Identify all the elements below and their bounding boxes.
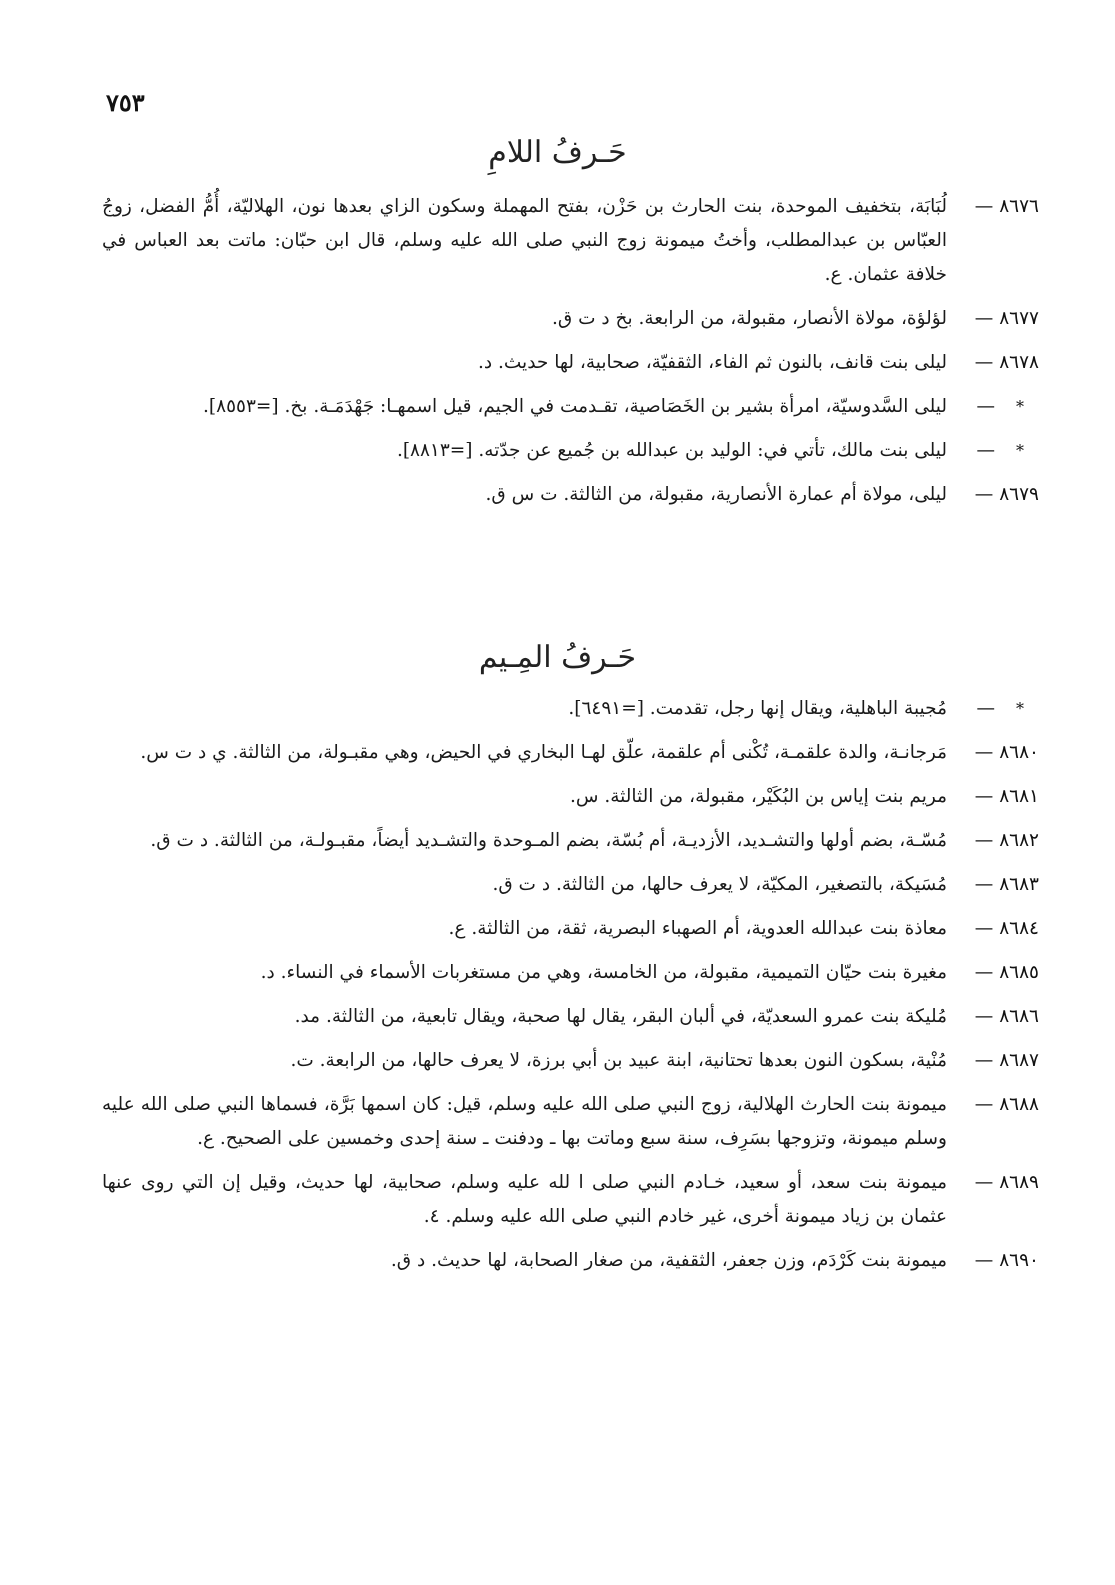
entry-row [102, 1044, 1039, 1078]
entry-number-value: ٨٦٨٨ [999, 1094, 1039, 1115]
entry-row [102, 868, 1039, 902]
entry-text: مغيرة بنت حيّان التميمية، مقبولة، من الخامسة، وهي من مستغربات الأسماء في النساء. د. [260, 962, 947, 983]
entry-text: مَرجانـة، والدة علقمـة، تُكْنى أم علقمة، علّق لهـا البخاري في الحيض، وهي مقبـولة، من الثالثة. ي د ت س. [140, 742, 947, 763]
entry-number-value: ٨٦٨١ [999, 786, 1039, 807]
entry-number [947, 780, 1039, 814]
entry-text: ميمونة بنت سعد، أو سعيد، خـادم النبي صلى ا لله عليه وسلم، صحابية، لها حديث، وقيل إن التي روى عنها عثمان بن زياد ميمونة أخرى، غير خادم النبي صلى الله عليه وسلم. ٤. [102, 1172, 947, 1227]
entry-row [102, 1166, 1039, 1234]
entry-number [947, 956, 1039, 990]
entry-number [947, 824, 1039, 858]
entry-number [947, 390, 1039, 424]
entries-mim [102, 692, 1039, 1288]
entry-dash: — [974, 1050, 994, 1071]
entry-dash: — [974, 1094, 994, 1115]
entry-number [947, 736, 1039, 770]
entry-number [947, 868, 1039, 902]
entry-number-value: ٨٦٨٤ [999, 918, 1039, 939]
entry-number [947, 1044, 1039, 1078]
entry-text: ليلى، مولاة أم عمارة الأنصارية، مقبولة، من الثالثة. ت س ق. [485, 484, 947, 505]
page-number: ٧٥٣ [106, 88, 145, 117]
entry-dash: — [974, 1172, 994, 1193]
entry-dash: — [976, 396, 995, 417]
entry-text: ليلى السَّدوسيّة، امرأة بشير بن الخَصَاصية، تقـدمت في الجيم، قيل اسمهـا: جَهْدَمَـة. بخ. [=٨٥٥٣]. [203, 396, 947, 417]
entry-text: ميمونة بنت الحارث الهلالية، زوج النبي صلى الله عليه وسلم، قيل: كان اسمها بَرَّة، فسماها النبي صلى الله عليه وسلم ميمونة، وتزوجها بسَرِف، سنة سبع وماتت بها ـ ودفنت ـ سنة إحدى وخمسين على الصحيح. ع. [102, 1094, 947, 1149]
entry-number [947, 1166, 1039, 1200]
entry-number-value: ٨٦٨٠ [999, 742, 1039, 763]
entry-dash: — [974, 786, 994, 807]
entry-number-value: ٨٦٨٩ [999, 1172, 1039, 1193]
entry-number [947, 1088, 1039, 1122]
entry-row [102, 736, 1039, 770]
entry-number-value: ٨٦٧٩ [999, 484, 1039, 505]
entry-text: معاذة بنت عبدالله العدوية، أم الصهباء البصرية، ثقة، من الثالثة. ع. [448, 918, 947, 939]
entry-number-value: ٨٦٨٥ [999, 962, 1039, 983]
entry-dash: — [974, 830, 994, 851]
entry-number [947, 302, 1039, 336]
entry-dash: — [974, 742, 994, 763]
entry-number-value: ٨٦٨٢ [999, 830, 1039, 851]
entry-number [947, 190, 1039, 224]
entry-number [947, 434, 1039, 468]
entry-dash: — [974, 1006, 994, 1027]
entry-row [102, 478, 1039, 512]
entry-number [947, 1000, 1039, 1034]
entry-dash: — [974, 874, 994, 895]
section-heading-mim: حَـرفُ المِـيم [478, 640, 637, 675]
entry-number [947, 478, 1039, 512]
entry-text: ليلى بنت مالك، تأتي في: الوليد بن عبدالله بن جُميع عن جدّته. [=٨٨١٣]. [396, 440, 947, 461]
entry-number-value: ٨٦٧٦ [999, 196, 1039, 217]
entry-number [947, 912, 1039, 946]
entry-text: لُبَابَة، بتخفيف الموحدة، بنت الحارث بن حَزْن، بفتح المهملة وسكون الزاي بعدها نون، الهلاليّة، أُمُّ الفضل، زوجُ العبّاس بن عبدالمطلب، وأختُ ميمونة زوج النبي صلى الله عليه وسلم، قال ابن حبّان: ماتت بعد العباس في خلافة عثمان. ع. [102, 196, 947, 285]
entry-number [947, 1244, 1039, 1278]
entry-number-value: * [1016, 699, 1024, 718]
entry-text: مُليكة بنت عمرو السعديّة، في ألبان البقر، يقال لها صحبة، ويقال تابعية، من الثالثة. مد. [294, 1006, 947, 1027]
entry-text: مُسّـة، بضم أولها والتشـديد، الأزديـة، أم بُسّة، بضم المـوحدة والتشـديد أيضاً، مقبـولـة، من الثالثة. د ت ق. [150, 830, 947, 851]
entry-row [102, 692, 1039, 726]
entry-row [102, 346, 1039, 380]
entry-number-value: ٨٦٧٧ [999, 308, 1039, 329]
entry-row [102, 956, 1039, 990]
entry-dash: — [976, 440, 995, 461]
entry-dash: — [974, 196, 994, 217]
entry-text: مُسَيكة، بالتصغير، المكيّة، لا يعرف حالها، من الثالثة. د ت ق. [492, 874, 947, 895]
entry-number-value: ٨٦٨٧ [999, 1050, 1039, 1071]
entry-text: مُنْية، بسكون النون بعدها تحتانية، ابنة عبيد بن أبي برزة، لا يعرف حالها، من الرابعة. ت. [290, 1050, 947, 1071]
entry-row [102, 190, 1039, 292]
entry-row [102, 1244, 1039, 1278]
entry-row [102, 1088, 1039, 1156]
entry-number-value: ٨٦٩٠ [999, 1250, 1039, 1271]
entry-row [102, 780, 1039, 814]
section-heading-lam: حَـرفُ اللامِ [488, 135, 627, 170]
entry-number-value: ٨٦٧٨ [999, 352, 1039, 373]
entry-number [947, 692, 1039, 726]
entry-number-value: ٨٦٨٣ [999, 874, 1039, 895]
entry-text: مُجيبة الباهلية، ويقال إنها رجل، تقدمت. [=٦٤٩١]. [568, 698, 947, 719]
entry-row [102, 912, 1039, 946]
entry-row [102, 390, 1039, 424]
entry-number-value: * [1016, 441, 1024, 460]
entry-dash: — [974, 308, 994, 329]
entries-lam [102, 190, 1039, 522]
entry-row [102, 302, 1039, 336]
entry-row [102, 1000, 1039, 1034]
entry-text: مريم بنت إياس بن البُكَيْر، مقبولة، من الثالثة. س. [569, 786, 947, 807]
entry-dash: — [974, 1250, 994, 1271]
entry-dash: — [976, 698, 995, 719]
entry-dash: — [974, 352, 994, 373]
entry-number [947, 346, 1039, 380]
entry-number-value: ٨٦٨٦ [999, 1006, 1039, 1027]
entry-row [102, 434, 1039, 468]
entry-text: لؤلؤة، مولاة الأنصار، مقبولة، من الرابعة. بخ د ت ق. [551, 308, 947, 329]
entry-dash: — [974, 962, 994, 983]
entry-text: ليلى بنت قانف، بالنون ثم الفاء، الثقفيّة، صحابية، لها حديث. د. [478, 352, 947, 373]
entry-row [102, 824, 1039, 858]
entry-dash: — [974, 484, 994, 505]
entry-number-value: * [1016, 397, 1024, 416]
entry-dash: — [974, 918, 994, 939]
entry-text: ميمونة بنت كَرْدَم، وزن جعفر، الثقفية، من صغار الصحابة، لها حديث. د ق. [390, 1250, 947, 1271]
